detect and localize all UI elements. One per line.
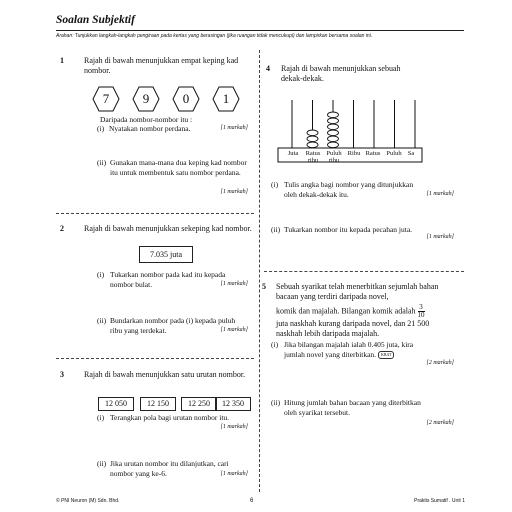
- q3-part-ii-text: Jika urutan nombor itu dilanjutkan, cari nombor yang ke-6.: [110, 459, 229, 478]
- q5-part-i-mark: [2 markah]: [426, 360, 454, 366]
- q5-line2-text: komik dan majalah. Bilangan komik adalah: [276, 306, 416, 316]
- q5-number: 5: [262, 282, 266, 291]
- q1-number: 1: [60, 56, 64, 65]
- q5-fraction-numerator: 3: [419, 303, 423, 311]
- q1-card-4: 1: [212, 86, 240, 112]
- instruction-text: Arahan: Tunjukkan langkah-langkah pengiraan pada kertas yang berasingan (jika ruangan tidak mencukupi) dan lampirkan bersama soalan ini.: [56, 33, 373, 39]
- q4-part-i-text: Tulis angka bagi nombor yang ditunjukkan oleh dekak-dekak itu.: [284, 180, 414, 199]
- q1-part-i-mark: [1 markah]: [220, 125, 248, 131]
- q1-part-ii-text: Gunakan mana-mana dua keping kad nombor itu untuk membentuk satu nombor perdana.: [110, 158, 247, 177]
- q2-number: 2: [60, 224, 64, 233]
- abacus-label-ratus: Ratus: [365, 150, 381, 157]
- q5-part-i-text: [284, 340, 434, 360]
- abacus-bead: [307, 136, 318, 142]
- q5-part-ii-label: (ii): [271, 398, 281, 407]
- q1-part-i-text: Nyatakan nombor perdana.: [109, 124, 191, 133]
- abacus-bead: [307, 142, 318, 148]
- q5-part-ii-text: Hitung jumlah bahan bacaan yang diterbitkan oleh syarikat tersebut.: [284, 398, 421, 417]
- q4-number: 4: [266, 64, 270, 73]
- q2-part-ii-mark: [1 markah]: [220, 327, 248, 333]
- column-divider: [259, 50, 260, 492]
- q5-line1: Sebuah syarikat telah menerbitkan sejumlah bahan bacaan yang terdiri daripada novel,: [276, 282, 439, 301]
- q5-line3: juta naskhah kurang daripada novel, dan 21 500 naskhah lebih daripada majalah.: [276, 319, 430, 338]
- q4-part-i-mark: [1 markah]: [426, 191, 454, 197]
- q1-part-i-label: (i): [97, 124, 105, 133]
- abacus-label-sa: Sa: [407, 150, 415, 157]
- abacus-label-puluh: Puluh: [386, 150, 402, 157]
- q1-text: Rajah di bawah menunjukkan empat keping kad nombor.: [84, 56, 239, 75]
- divider-q1-q2: [56, 213, 254, 214]
- abacus-bead: [328, 130, 339, 136]
- section-title: Soalan Subjektif: [56, 14, 135, 26]
- footer-unit: Praktis Sumatif . Unit 1: [414, 498, 465, 504]
- abacus-label-ratus-ribu: Ratus ribu: [305, 150, 321, 164]
- q3-seq-1: 12 050: [98, 397, 134, 411]
- abacus-bead: [307, 130, 318, 136]
- q5-part-i-text-content: Jika bilangan majalah ialah 0.405 juta, kira jumlah novel yang diterbitkan.: [284, 340, 414, 359]
- q1-prompt: Daripada nombor-nombor itu :: [100, 115, 193, 124]
- footer-page-number: 6: [250, 498, 254, 504]
- q1-part-ii-label: (ii): [97, 158, 107, 167]
- q3-seq-4: 12 350: [215, 397, 251, 411]
- q1-card-3: 0: [172, 86, 200, 112]
- q3-seq-3: 12 250: [181, 397, 217, 411]
- abacus-bead: [328, 112, 339, 118]
- q3-part-ii-mark: [1 markah]: [220, 471, 248, 477]
- q2-part-ii-text: Bundarkan nombor pada (i) kepada puluh ribu yang terdekat.: [110, 316, 236, 335]
- q2-part-i-text: Tukarkan nombor pada kad itu kepada nombor bulat.: [110, 270, 226, 289]
- footer-copyright: © PNI Neuron (M) Sdn. Bhd.: [56, 498, 120, 504]
- q4-part-ii-label: (ii): [271, 225, 281, 234]
- q4-text: Rajah di bawah menunjukkan sebuah dekak-dekak.: [281, 64, 401, 83]
- q5-line2: [276, 304, 466, 319]
- abacus-label-puluh-ribu: Puluh ribu: [326, 150, 342, 164]
- q5-part-i-label: (i): [271, 340, 279, 349]
- q4-part-ii-mark: [1 markah]: [426, 234, 454, 240]
- q3-seq-2: 12 150: [140, 397, 176, 411]
- q5-fraction: [418, 304, 425, 319]
- q4-part-ii-text: Tukarkan nombor itu kepada pecahan juta.: [284, 225, 413, 234]
- abacus-bead: [328, 142, 339, 148]
- abacus-label-ribu: Ribu: [347, 150, 361, 157]
- q3-text: Rajah di bawah menunjukkan satu urutan nombor.: [84, 370, 246, 379]
- q1-card-1: 7: [92, 86, 120, 112]
- q2-part-i-label: (i): [97, 270, 105, 279]
- q3-part-ii-label: (ii): [97, 459, 107, 468]
- q1-card-2: 9: [132, 86, 160, 112]
- abacus-diagram: [270, 98, 430, 170]
- q5-part-ii-mark: [2 markah]: [426, 420, 454, 426]
- title-rule: [56, 30, 464, 31]
- q3-part-i-text: Terangkan pola bagi urutan nombor itu.: [110, 413, 230, 422]
- abacus-bead: [328, 118, 339, 124]
- divider-q4-q5: [264, 271, 464, 272]
- q3-part-i-mark: [1 markah]: [220, 424, 248, 430]
- q2-text: Rajah di bawah menunjukkan sekeping kad nombor.: [84, 224, 252, 233]
- q2-part-ii-label: (ii): [97, 316, 107, 325]
- q4-part-i-label: (i): [271, 180, 279, 189]
- q1-part-ii-mark: [1 markah]: [220, 189, 248, 195]
- q2-number-card: 7.035 juta: [139, 246, 193, 263]
- q5-fraction-denominator: 10: [417, 311, 425, 319]
- q3-part-i-label: (i): [97, 413, 105, 422]
- kbat-badge: KBAT: [378, 351, 394, 359]
- q3-number: 3: [60, 370, 64, 379]
- divider-q2-q3: [56, 358, 254, 359]
- q2-part-i-mark: [1 markah]: [220, 281, 248, 287]
- abacus-label-juta: Juta: [287, 150, 299, 157]
- abacus-bead: [328, 136, 339, 142]
- abacus-bead: [328, 124, 339, 130]
